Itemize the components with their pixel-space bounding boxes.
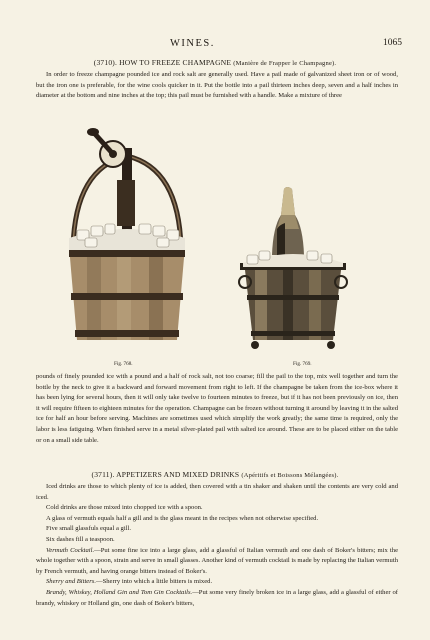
recipe-vermuth-cocktail bbox=[36, 546, 398, 578]
fig-769-champagne-pail-illustration bbox=[237, 185, 349, 355]
section-3711-subtitle: (Apéritifs et Boissons Mélangées). bbox=[241, 472, 339, 479]
recipe-title: Vermuth Cocktail. bbox=[46, 546, 95, 554]
recipe-text: —Sherry into which a little bitters is mixed. bbox=[96, 578, 213, 586]
recipe-sherry-and-bitters bbox=[36, 577, 398, 588]
section-3710-subtitle: (Manière de Frapper le Champagne). bbox=[233, 60, 337, 67]
recipe-title: Sherry and Bitters. bbox=[46, 578, 96, 586]
recipe-title: Brandy, Whiskey, Holland Gin and Tom Gin Cocktails. bbox=[46, 588, 193, 596]
section-3710-title: (3710). HOW TO FREEZE CHAMPAGNE bbox=[93, 58, 232, 67]
paragraph: Six dashes fill a teaspoon. bbox=[46, 535, 115, 543]
paragraph: Iced drinks are those to which plenty of ice is added, then covered with a tin shaker and shaken until the contents are very cold and iced. bbox=[36, 483, 398, 501]
page-number: 1065 bbox=[383, 38, 402, 48]
paragraph: In order to freeze champagne pounded ice and rock salt are generally used. Have a pail made of galvanized sheet iron or of wood, but the iron one is preferable, for the wine cools quicker in it. Put the bottle into a pail thirteen inches deep, seven and a half inches in diameter at the bottom and nine inches at the top; this pail must be furnished with a handle. Make a mixture of three bbox=[36, 71, 398, 100]
section-3710-intro bbox=[36, 70, 398, 102]
recipe-spirit-cocktails bbox=[36, 588, 398, 609]
paragraph: Five small glassfuls equal a gill. bbox=[46, 525, 131, 533]
paragraph: A glass of vermuth equals half a gill and is the glass meant in the recipes when not otherwise specified. bbox=[46, 514, 319, 522]
section-3710-heading bbox=[0, 58, 430, 67]
section-3711-title: (3711). APPETIZERS AND MIXED DRINKS bbox=[91, 470, 240, 479]
fig-768-caption: Fig. 768. bbox=[114, 361, 133, 367]
paragraph: pounds of finely pounded ice with a pound and a half of rock salt, not too coarse; fill the pail to the top, mix well together and turn the bottle by the neck to give it a backward and forward movement from right to left. If the champagne be taken from the ice-box where it has been lying for several hours, then it will only take twelve to fourteen minutes to freeze, but if it has not been previously on ice, then it will require fifteen to eighteen minutes for the operation. Champagne can be frozen without turning it around by leaving it in the salted ice for half an hour before serving. Machines are sometimes used which simplify the work greatly; the same time is required, only the labor is less fatiguing. When finished serve in a metal silver-plated pail with salted ice around. These are to be placed either on the table or on a small side table. bbox=[36, 373, 398, 444]
running-header-title: WINES. bbox=[170, 38, 215, 49]
section-3710-body bbox=[36, 372, 398, 446]
section-3711-body bbox=[36, 482, 398, 609]
recipe-text: —Put some fine ice into a large glass, add a glassful of Italian vermuth and one dash of Boker's bitters; mix the whole together with a spoon, strain and serve in small glasses. Another kind of vermuth cocktail is made by replacing the Italian vermuth by French vermuth, and having orange bitters instead of Boker's. bbox=[36, 546, 398, 575]
paragraph: Cold drinks are those mixed into chopped ice with a spoon. bbox=[46, 504, 203, 512]
fig-768-wooden-freezer-illustration bbox=[55, 108, 200, 358]
fig-769-caption: Fig. 769. bbox=[293, 361, 312, 367]
recipe-text: —Put some very finely broken ice in a large glass, add a glassful of either of brandy, whiskey or Holland gin, one dash of Boker's bitters, bbox=[36, 588, 398, 607]
section-3711-heading bbox=[0, 470, 430, 479]
